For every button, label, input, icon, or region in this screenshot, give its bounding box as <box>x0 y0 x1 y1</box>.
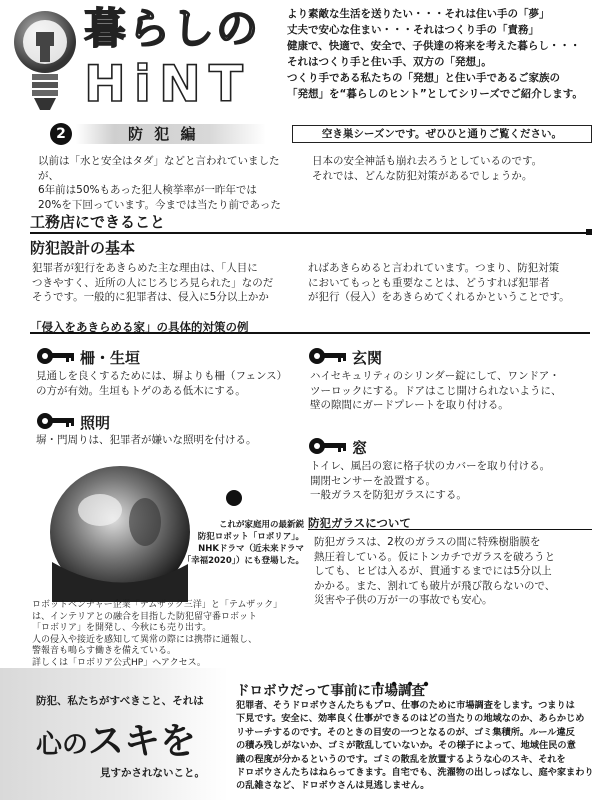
koumuten-heading-bar <box>30 212 590 234</box>
robot-line: 詳しくは「ロボリア公式HP」へアクセス。 <box>32 657 206 668</box>
item-line: ハイセキュリティのシリンダー錠にして、ワンドア・ <box>310 370 560 382</box>
design-line: 犯罪者が犯行をあきらめた主な理由は、「人目に <box>32 262 258 274</box>
section-title-band <box>76 124 266 144</box>
item-body <box>310 369 594 413</box>
bottom-heading <box>236 679 425 699</box>
design-line: においてもっとも重要なことは、どうすれば犯罪者 <box>308 276 550 289</box>
item-body <box>36 369 298 398</box>
key-icon <box>308 345 348 371</box>
section-number: 2 <box>56 126 66 142</box>
bottom-line: ドロボウさんたちはねらってきます。自宅でも、洗濯物の出しっぱなし、庭や家まわり <box>236 767 594 779</box>
big-kokorono: 心の <box>36 730 89 760</box>
lead-right <box>312 154 592 183</box>
caption-dot <box>226 490 242 506</box>
key-icon <box>308 435 348 461</box>
title-hint: HiNT <box>84 55 251 113</box>
item-body <box>36 433 298 448</box>
corner-mark <box>586 229 592 235</box>
item-line: ツーロックにする。ドアはこじ開けられないように、 <box>310 384 562 397</box>
caption-line: これが家庭用の最新鋭 <box>218 520 304 530</box>
title-kurashino: 暮らしの <box>84 4 261 53</box>
bottom-big-text <box>36 713 236 764</box>
glass-line: しても、ヒビは入るが、貫通するまでには5分以上 <box>314 565 552 577</box>
glass-line: かかる。また、割れても破片が飛び散らないので、 <box>314 579 556 592</box>
robot-line: 人の侵入や接近を感知して異常の際には携帯に通報し、 <box>32 634 258 645</box>
item-body <box>310 459 594 503</box>
item-title: 柵・生垣 <box>80 349 141 367</box>
robot-line: は、インテリアとの融合を目指した防犯留守番ロボット <box>32 611 258 622</box>
design-left <box>32 261 300 305</box>
examples-heading-bar <box>30 316 590 334</box>
bottom-heading-emph: 市場調査 <box>371 683 425 699</box>
design-line: そうです。一般的に犯罪者は、侵入に5分以上かか <box>32 291 269 303</box>
design-line: ればあきらめると言われています。つまり、防犯対策 <box>308 262 560 274</box>
item-title: 窓 <box>352 439 368 457</box>
glass-heading: 防犯ガラスについて <box>308 516 411 530</box>
section-tagline <box>292 125 592 143</box>
robot-line: 警報音も鳴らす働きを備えている。 <box>32 646 177 656</box>
lead-line: 日本の安全神話も崩れ去ろうとしているのです。 <box>312 155 543 167</box>
caption-line: NHKドラマ（近未来ドラマ <box>198 544 304 554</box>
glass-heading-bar <box>308 512 592 530</box>
bottom-line: 下見です。安全に、効率良く仕事ができるのはどの当たりの地域なのか、あらかじめ <box>236 713 585 725</box>
item-line: の方が有効。生垣もトゲのある低木にする。 <box>36 384 246 397</box>
examples-heading: 「侵入をあきらめる家」の具体的対策の例 <box>30 320 249 334</box>
section-title: 防 犯 編 <box>128 125 199 143</box>
header-title <box>84 4 269 114</box>
lead-line: それでは、どんな防犯対策があるでしょうか。 <box>312 169 533 182</box>
robot-line: 「ロボリア」を開発し、今秋にも売り出す。 <box>32 623 212 633</box>
bottom-line3: 見すかされないこと。 <box>100 767 205 779</box>
koumuten-heading: 工務店にできること <box>30 213 166 231</box>
item-line: トイレ、風呂の窓に格子状のカバーを取り付ける。 <box>310 460 551 472</box>
item-line: 壁の隙間にガードプレートを取り付ける。 <box>310 399 509 411</box>
emphasis-dots <box>370 672 440 678</box>
key-icon <box>36 345 76 371</box>
lead-line: 20%を下回っています。今までは当たり前であった <box>38 198 281 211</box>
robot-body <box>32 600 306 669</box>
item-title: 照明 <box>80 414 111 432</box>
big-sukiwo: スキを <box>88 721 197 762</box>
bottom-heading-prefix: ドロボウだって事前に <box>236 683 371 699</box>
caption-line: 「幸福2020」）にも登場した。 <box>182 556 304 566</box>
caption-line: 防犯ロボット「ロボリア」。 <box>197 532 304 542</box>
item-line: 見通しを良くするためには、塀よりも柵（フェンス） <box>36 370 288 382</box>
design-heading: 防犯設計の基本 <box>30 239 136 257</box>
robot-caption <box>166 519 304 567</box>
bottom-body <box>236 699 598 793</box>
bottom-line: の積み残しがないか、ゴミが散乱していないか。その様子によって、地域住民の意 <box>236 740 576 752</box>
design-line: つきやすく、近所の人にじろじろ見られた」なのだ <box>32 276 274 289</box>
intro-line: 健康で、快適で、安全で、子供達の将来を考えた暮らし・・・ <box>287 40 581 52</box>
glass-body <box>314 535 594 608</box>
header-intro <box>287 6 597 102</box>
design-right <box>308 261 596 305</box>
bottom-line: 識の程度が分かるというのです。ゴミの散乱を放置するような心のスキ、それを <box>236 753 566 765</box>
lead-line: 6年前は50%もあった犯人検挙率が一昨年では <box>38 184 257 196</box>
glass-line: 災害や子供の万が一の事故でも安心。 <box>314 594 493 606</box>
bulb-icon <box>10 6 80 118</box>
item-line: 開閉センサーを設置する。 <box>310 474 436 487</box>
item-line: 一般ガラスを防犯ガラスにする。 <box>310 489 467 501</box>
lead-line: 以前は「水と安全はタダ」などと言われていましたが、 <box>38 155 280 182</box>
bottom-line: リサーチするのです。そのときの目安の一つとなるのが、ゴミ集積所。ルール違反 <box>236 726 575 738</box>
tagline-text: 空き巣シーズンです。ぜひひと通りご覧ください。 <box>321 128 563 140</box>
intro-line: 丈夫で安心な住まい・・・それはつくり手の「責務」 <box>287 24 539 36</box>
bottom-line: 犯罪者、そうドロボウさんたちもプロ、仕事のために市場調査をします。つまりは <box>236 700 575 711</box>
robot-line: ロボットベンチャー企業「テムザック三洋」と「テムザック」 <box>32 600 283 610</box>
intro-line: 「発想」を“暮らしのヒント”としてシリーズでご紹介します。 <box>287 88 583 100</box>
glass-line: 熱圧着している。仮にトンカチでガラスを破ろうと <box>314 550 556 563</box>
design-line: が犯行（侵入）をあきらめてくれるかということです。 <box>308 291 570 303</box>
section-number-badge <box>50 123 72 145</box>
glass-line: 防犯ガラスは、2枚のガラスの間に特殊樹脂膜を <box>314 536 541 548</box>
lead-left <box>38 154 298 212</box>
bottom-line: の乱雑さなど、ドロボウさんは見逃しません。 <box>236 780 430 792</box>
intro-line: それはつくり手と住い手、双方の「発想」。 <box>287 56 492 68</box>
intro-line: より素敵な生活を送りたい・・・それは住い手の「夢」 <box>287 8 550 20</box>
item-title: 玄関 <box>352 349 383 367</box>
bottom-line1: 防犯、私たちがすべきこと、それは <box>36 695 204 707</box>
intro-line: つくり手である私たちの「発想」と住い手であるご家族の <box>287 72 560 84</box>
item-line: 塀・門周りは、犯罪者が嫌いな照明を付ける。 <box>36 434 257 446</box>
